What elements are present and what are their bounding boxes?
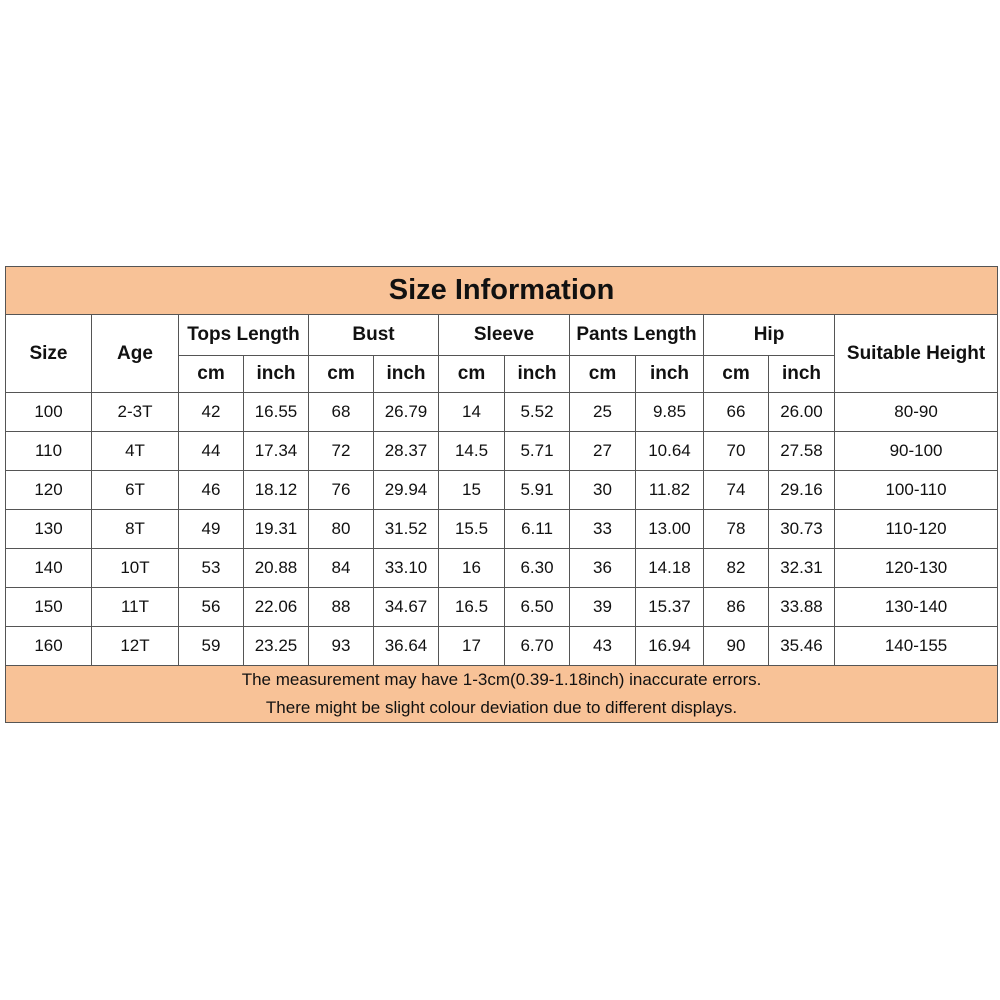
table-cell: 14: [439, 393, 505, 432]
table-cell: 4T: [92, 432, 179, 471]
table-cell: 16.55: [244, 393, 309, 432]
table-cell: 6.30: [505, 549, 570, 588]
table-cell: 120-130: [835, 549, 998, 588]
table-cell: 32.31: [769, 549, 835, 588]
table-cell: 25: [570, 393, 636, 432]
table-cell: 6.50: [505, 588, 570, 627]
size-chart: [5, 266, 997, 723]
table-cell: 28.37: [374, 432, 439, 471]
table-row: [6, 510, 998, 549]
table-cell: 2-3T: [92, 393, 179, 432]
table-cell: 130-140: [835, 588, 998, 627]
table-cell: 16.5: [439, 588, 505, 627]
table-cell: 39: [570, 588, 636, 627]
header-size: Size: [6, 315, 92, 393]
unit-header: inch: [244, 356, 309, 393]
table-row: [6, 627, 998, 666]
table-cell: 11.82: [636, 471, 704, 510]
table-cell: 14.5: [439, 432, 505, 471]
table-cell: 9.85: [636, 393, 704, 432]
header-pants-length: Pants Length: [570, 315, 704, 356]
table-cell: 8T: [92, 510, 179, 549]
table-cell: 10.64: [636, 432, 704, 471]
size-table: [5, 266, 998, 723]
table-cell: 88: [309, 588, 374, 627]
table-cell: 33.10: [374, 549, 439, 588]
table-cell: 31.52: [374, 510, 439, 549]
table-cell: 5.91: [505, 471, 570, 510]
unit-header: inch: [769, 356, 835, 393]
table-cell: 76: [309, 471, 374, 510]
unit-header: inch: [505, 356, 570, 393]
table-cell: 53: [179, 549, 244, 588]
table-cell: 22.06: [244, 588, 309, 627]
unit-header: cm: [704, 356, 769, 393]
table-cell: 110-120: [835, 510, 998, 549]
table-body: [6, 393, 998, 666]
table-cell: 27.58: [769, 432, 835, 471]
table-cell: 12T: [92, 627, 179, 666]
table-cell: 5.71: [505, 432, 570, 471]
table-cell: 35.46: [769, 627, 835, 666]
table-cell: 30: [570, 471, 636, 510]
table-cell: 20.88: [244, 549, 309, 588]
table-cell: 6T: [92, 471, 179, 510]
table-row: [6, 471, 998, 510]
footer-line-1: The measurement may have 1-3cm(0.39-1.18inch) inaccurate errors.: [241, 670, 762, 689]
table-cell: 17.34: [244, 432, 309, 471]
table-cell: 100: [6, 393, 92, 432]
table-cell: 120: [6, 471, 92, 510]
table-cell: 36: [570, 549, 636, 588]
table-cell: 84: [309, 549, 374, 588]
table-cell: 26.79: [374, 393, 439, 432]
unit-header: cm: [570, 356, 636, 393]
unit-header: inch: [636, 356, 704, 393]
table-cell: 33.88: [769, 588, 835, 627]
table-cell: 33: [570, 510, 636, 549]
table-cell: 90-100: [835, 432, 998, 471]
table-cell: 16.94: [636, 627, 704, 666]
header-sleeve: Sleeve: [439, 315, 570, 356]
header-bust: Bust: [309, 315, 439, 356]
table-cell: 68: [309, 393, 374, 432]
table-cell: 15: [439, 471, 505, 510]
table-row: [6, 588, 998, 627]
table-cell: 34.67: [374, 588, 439, 627]
table-cell: 93: [309, 627, 374, 666]
table-cell: 59: [179, 627, 244, 666]
table-cell: 43: [570, 627, 636, 666]
table-cell: 15.5: [439, 510, 505, 549]
table-cell: 82: [704, 549, 769, 588]
table-row: [6, 393, 998, 432]
footer-note: [6, 666, 998, 723]
footer-line-2: There might be slight colour deviation due to different displays.: [265, 698, 738, 717]
unit-header: cm: [439, 356, 505, 393]
table-cell: 23.25: [244, 627, 309, 666]
table-cell: 29.94: [374, 471, 439, 510]
table-cell: 72: [309, 432, 374, 471]
unit-header: cm: [179, 356, 244, 393]
table-cell: 86: [704, 588, 769, 627]
table-cell: 19.31: [244, 510, 309, 549]
table-cell: 17: [439, 627, 505, 666]
table-cell: 70: [704, 432, 769, 471]
table-cell: 140: [6, 549, 92, 588]
table-cell: 100-110: [835, 471, 998, 510]
table-cell: 26.00: [769, 393, 835, 432]
header-suitable-height: Suitable Height: [835, 315, 998, 393]
table-cell: 13.00: [636, 510, 704, 549]
table-cell: 90: [704, 627, 769, 666]
table-cell: 150: [6, 588, 92, 627]
table-cell: 16: [439, 549, 505, 588]
table-cell: 11T: [92, 588, 179, 627]
table-cell: 10T: [92, 549, 179, 588]
table-cell: 36.64: [374, 627, 439, 666]
table-cell: 110: [6, 432, 92, 471]
table-cell: 49: [179, 510, 244, 549]
header-hip: Hip: [704, 315, 835, 356]
table-cell: 160: [6, 627, 92, 666]
table-cell: 80: [309, 510, 374, 549]
unit-header: inch: [374, 356, 439, 393]
table-cell: 5.52: [505, 393, 570, 432]
table-cell: 30.73: [769, 510, 835, 549]
table-cell: 74: [704, 471, 769, 510]
table-cell: 140-155: [835, 627, 998, 666]
table-row: [6, 432, 998, 471]
table-cell: 130: [6, 510, 92, 549]
table-cell: 6.11: [505, 510, 570, 549]
table-row: [6, 549, 998, 588]
table-cell: 56: [179, 588, 244, 627]
table-cell: 29.16: [769, 471, 835, 510]
table-cell: 66: [704, 393, 769, 432]
header-age: Age: [92, 315, 179, 393]
table-cell: 6.70: [505, 627, 570, 666]
table-cell: 78: [704, 510, 769, 549]
table-cell: 15.37: [636, 588, 704, 627]
table-cell: 14.18: [636, 549, 704, 588]
header-tops-length: Tops Length: [179, 315, 309, 356]
table-cell: 42: [179, 393, 244, 432]
table-cell: 46: [179, 471, 244, 510]
unit-header: cm: [309, 356, 374, 393]
table-title: Size Information: [6, 267, 998, 315]
table-cell: 18.12: [244, 471, 309, 510]
table-cell: 27: [570, 432, 636, 471]
table-cell: 44: [179, 432, 244, 471]
table-cell: 80-90: [835, 393, 998, 432]
